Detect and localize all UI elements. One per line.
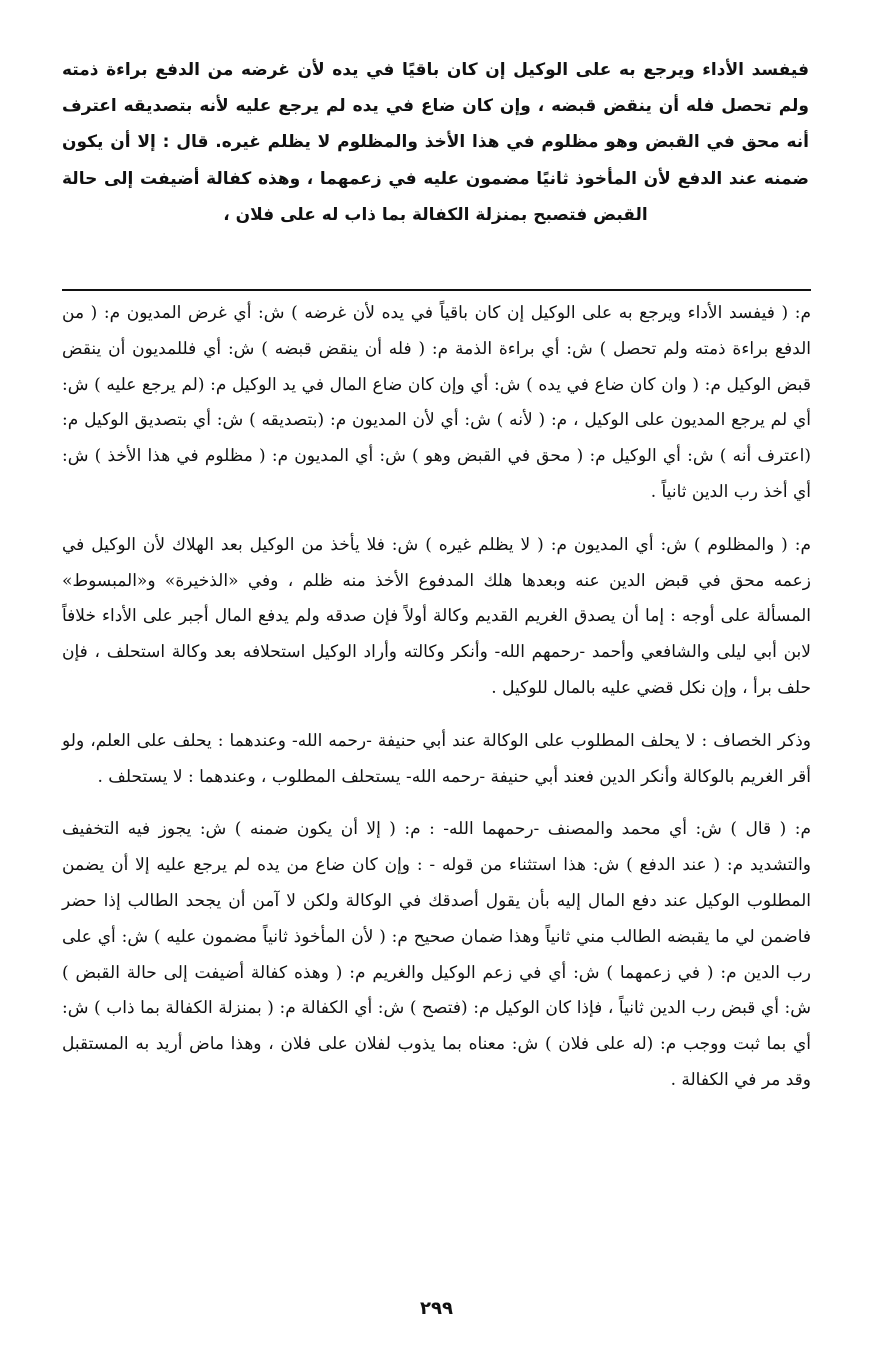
commentary-paragraph: م: ( قال ) ش: أي محمد والمصنف -رحمهما الله- : م: ( إلا أن يكون ضمنه ) ش: يجوز فيه التخفيف والتشديد م: ( عند الدفع ) ش: هذا استثناء من قوله - : وإن كان ضاع من يده لم يرجع عليه إلا أن يضمن المطلوب الوكيل عند دفع المال إليه بأن يقول أصدقك في الوكالة ولكن لا آمن أن يجحد الطالب إذا حضر فاضمن لي ما يقبضه الطالب مني ثانياً وهذا ضمان صحيح م: ( لأن المأخوذ ثانياً مضمون عليه ) ش: أي على رب الدين م: ( في زعمهما ) ش: أي في زعم الوكيل والغريم م: ( وهذه كفالة أضيفت إلى حالة القبض ) ش: أي قبض رب الدين ثانياً ، فإذا كان الوكيل م: (فتصح ) ش: أي الكفالة م: ( بمنزلة الكفالة بما ذاب ) ش: أي بما ثبت ووجب م: (له على فلان ) ش: معناه بما يذوب لفلان على فلان ، وهذا ماض أريد به المستقبل وقد مر في الكفالة .: [62, 819, 811, 1090]
commentary-paragraph: م: ( والمظلوم ) ش: أي المديون م: ( لا يظلم غيره ) ش: فلا يأخذ من الوكيل بعد الهلاك لأن الوكيل في زعمه محق في قبض الدين عنه وبعدها هلك المدفوع الأخذ منه ظلم ، وفي «الذخيرة» و«المبسوط» المسألة على أوجه : إما أن يصدق الغريم القديم وكالة أولاً فإن صدقه ولم يدفع المال أجبر على الأداء خلافاً لابن أبي ليلى والشافعي وأحمد -رحمهم الله- وأنكر وكالته وأراد الوكيل استحلافه بعد وكالة استحلف ، فإن حلف برأ ، وإن نكل قضي عليه بالمال للوكيل .: [62, 534, 811, 698]
page-number: ٢٩٩: [420, 1298, 453, 1319]
separator-line: [62, 289, 811, 291]
commentary-paragraph: م: ( فيفسد الأداء ويرجع به على الوكيل إن كان باقياً في يده لأن غرضه ) ش: أي غرض المديون م: ( من الدفع براءة ذمته ولم تحصل ) ش: أي براءة الذمة م: ( فله أن ينقض قبضه ) ش: أي فللمديون أن ينقض قبض الوكيل م: ( وان كان ضاع في يده ) ش: أي وإن كان ضاع المال في يد الوكيل م: (لم يرجع عليه ) ش: أي لم يرجع المديون على الوكيل ، م: ( لأنه ) ش: أي لأن المديون م: (بتصديقه ) ش: أي بتصديق الوكيل م: (اعترف أنه ) ش: أي الوكيل م: ( محق في القبض وهو ) ش: أي المديون م: ( مظلوم في هذا الأخذ ) ش: أي أخذ رب الدين ثانياً .: [62, 303, 811, 502]
main-text: فيفسد الأداء ويرجع به على الوكيل إن كان باقيًا في يده لأن غرضه من الدفع براءة ذمته ولم تحصل فله أن ينقض قبضه ، وإن كان ضاع في يده لم يرجع عليه لأنه بتصديقه اعترف أنه محق في القبض وهو مظلوم في هذا الأخذ والمظلوم لا يظلم غيره. قال : إلا أن يكون ضمنه عند الدفع لأن المأخوذ ثانيًا مضمون عليه في زعمهما ، وهذه كفالة أضيفت إلى حالة القبض فتصبح بمنزلة الكفالة بما ذاب له على فلان ،: [62, 60, 809, 225]
commentary-section: [62, 296, 811, 1116]
commentary-paragraph: وذكر الخصاف : لا يحلف المطلوب على الوكالة عند أبي حنيفة -رحمه الله- وعندهما : يحلف على العلم، ولو أقر الغريم بالوكالة وأنكر الدين فعند أبي حنيفة -رحمه الله- يستحلف المطلوب ، وعندهما : لا يستحلف .: [62, 730, 811, 787]
